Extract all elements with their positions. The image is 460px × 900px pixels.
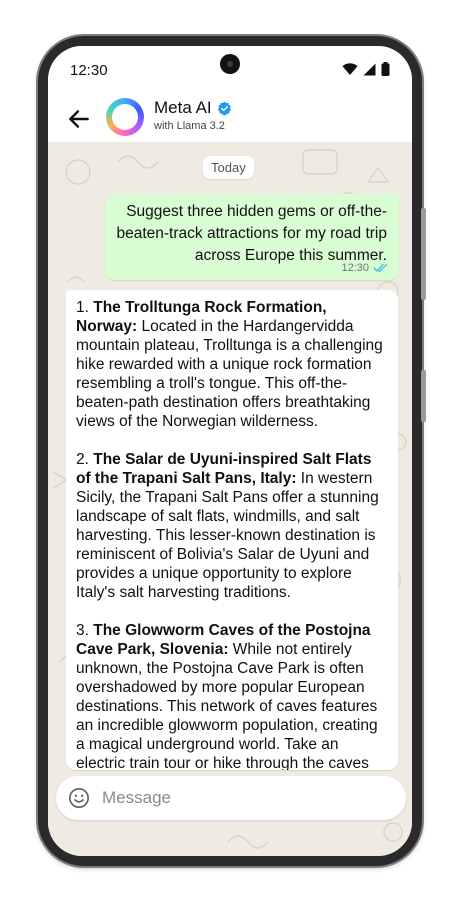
- status-icons: [342, 62, 390, 76]
- verified-badge-icon: [217, 101, 232, 116]
- message-input[interactable]: Message: [102, 788, 171, 807]
- smiley-icon[interactable]: [68, 787, 90, 809]
- incoming-message[interactable]: [66, 290, 398, 770]
- item-body: In western Sicily, the Trapani Salt Pans offer a stunning landscape of salt flats, windmills, and salt harvesting. This lesser-known destination is reminiscent of Bolivia's Salar de Uyuni and provides a unique opportunity to explore Italy's salt harvesting traditions.: [76, 470, 379, 601]
- contact-title[interactable]: [154, 98, 232, 118]
- item-body: Located in the Hardangervidda mountain plateau, Trolltunga is a challenging hike rewarded with a unique rock formation resembling a troll's tongue. This off-the-beaten-path destination offers breathtaking views of the Norwegian wilderness.: [76, 318, 383, 430]
- status-bar: [48, 46, 412, 96]
- message-meta: [341, 262, 389, 274]
- meta-ai-avatar[interactable]: [106, 98, 144, 136]
- item-heading: The Salar de Uyuni-inspired Salt Flats of the Trapani Salt Pans, Italy:: [76, 451, 372, 487]
- phone-screen: [48, 46, 412, 856]
- volume-button: [421, 208, 426, 300]
- list-item: [76, 621, 386, 770]
- battery-icon: [381, 62, 390, 76]
- chat-header: [48, 96, 412, 142]
- signal-icon: [363, 63, 376, 76]
- front-camera: [220, 54, 240, 74]
- chat-area[interactable]: [48, 142, 412, 856]
- date-divider: Today: [203, 156, 254, 179]
- item-heading: The Trolltunga Rock Formation, Norway:: [76, 299, 327, 335]
- status-time: 12:30: [70, 62, 108, 79]
- message-time: 12:30: [341, 262, 369, 274]
- item-number: 1.: [76, 299, 94, 316]
- item-heading: The Glowworm Caves of the Postojna Cave Park, Slovenia:: [76, 622, 371, 658]
- power-button: [421, 370, 426, 422]
- item-body: While not entirely unknown, the Postojna Cave Park is often overshadowed by more popular European destinations. This network of caves features an incredible glowworm population, creating a magical underground world. Take an electric train tour or hike through the caves: [76, 641, 378, 770]
- message-composer[interactable]: [56, 776, 406, 820]
- wifi-icon: [342, 63, 358, 76]
- list-item: [76, 450, 386, 602]
- item-number: 2.: [76, 451, 94, 468]
- outgoing-message[interactable]: [105, 194, 399, 280]
- arrow-left-icon[interactable]: [66, 106, 92, 132]
- item-number: 3.: [76, 622, 94, 639]
- list-item: [76, 298, 386, 431]
- double-check-icon: [373, 263, 389, 273]
- outgoing-message-text: Suggest three hidden gems or off-the-beaten-track attractions for my road trip across Europe this summer.: [116, 203, 387, 264]
- contact-subtitle: with Llama 3.2: [154, 120, 225, 132]
- contact-name: Meta AI: [154, 98, 212, 117]
